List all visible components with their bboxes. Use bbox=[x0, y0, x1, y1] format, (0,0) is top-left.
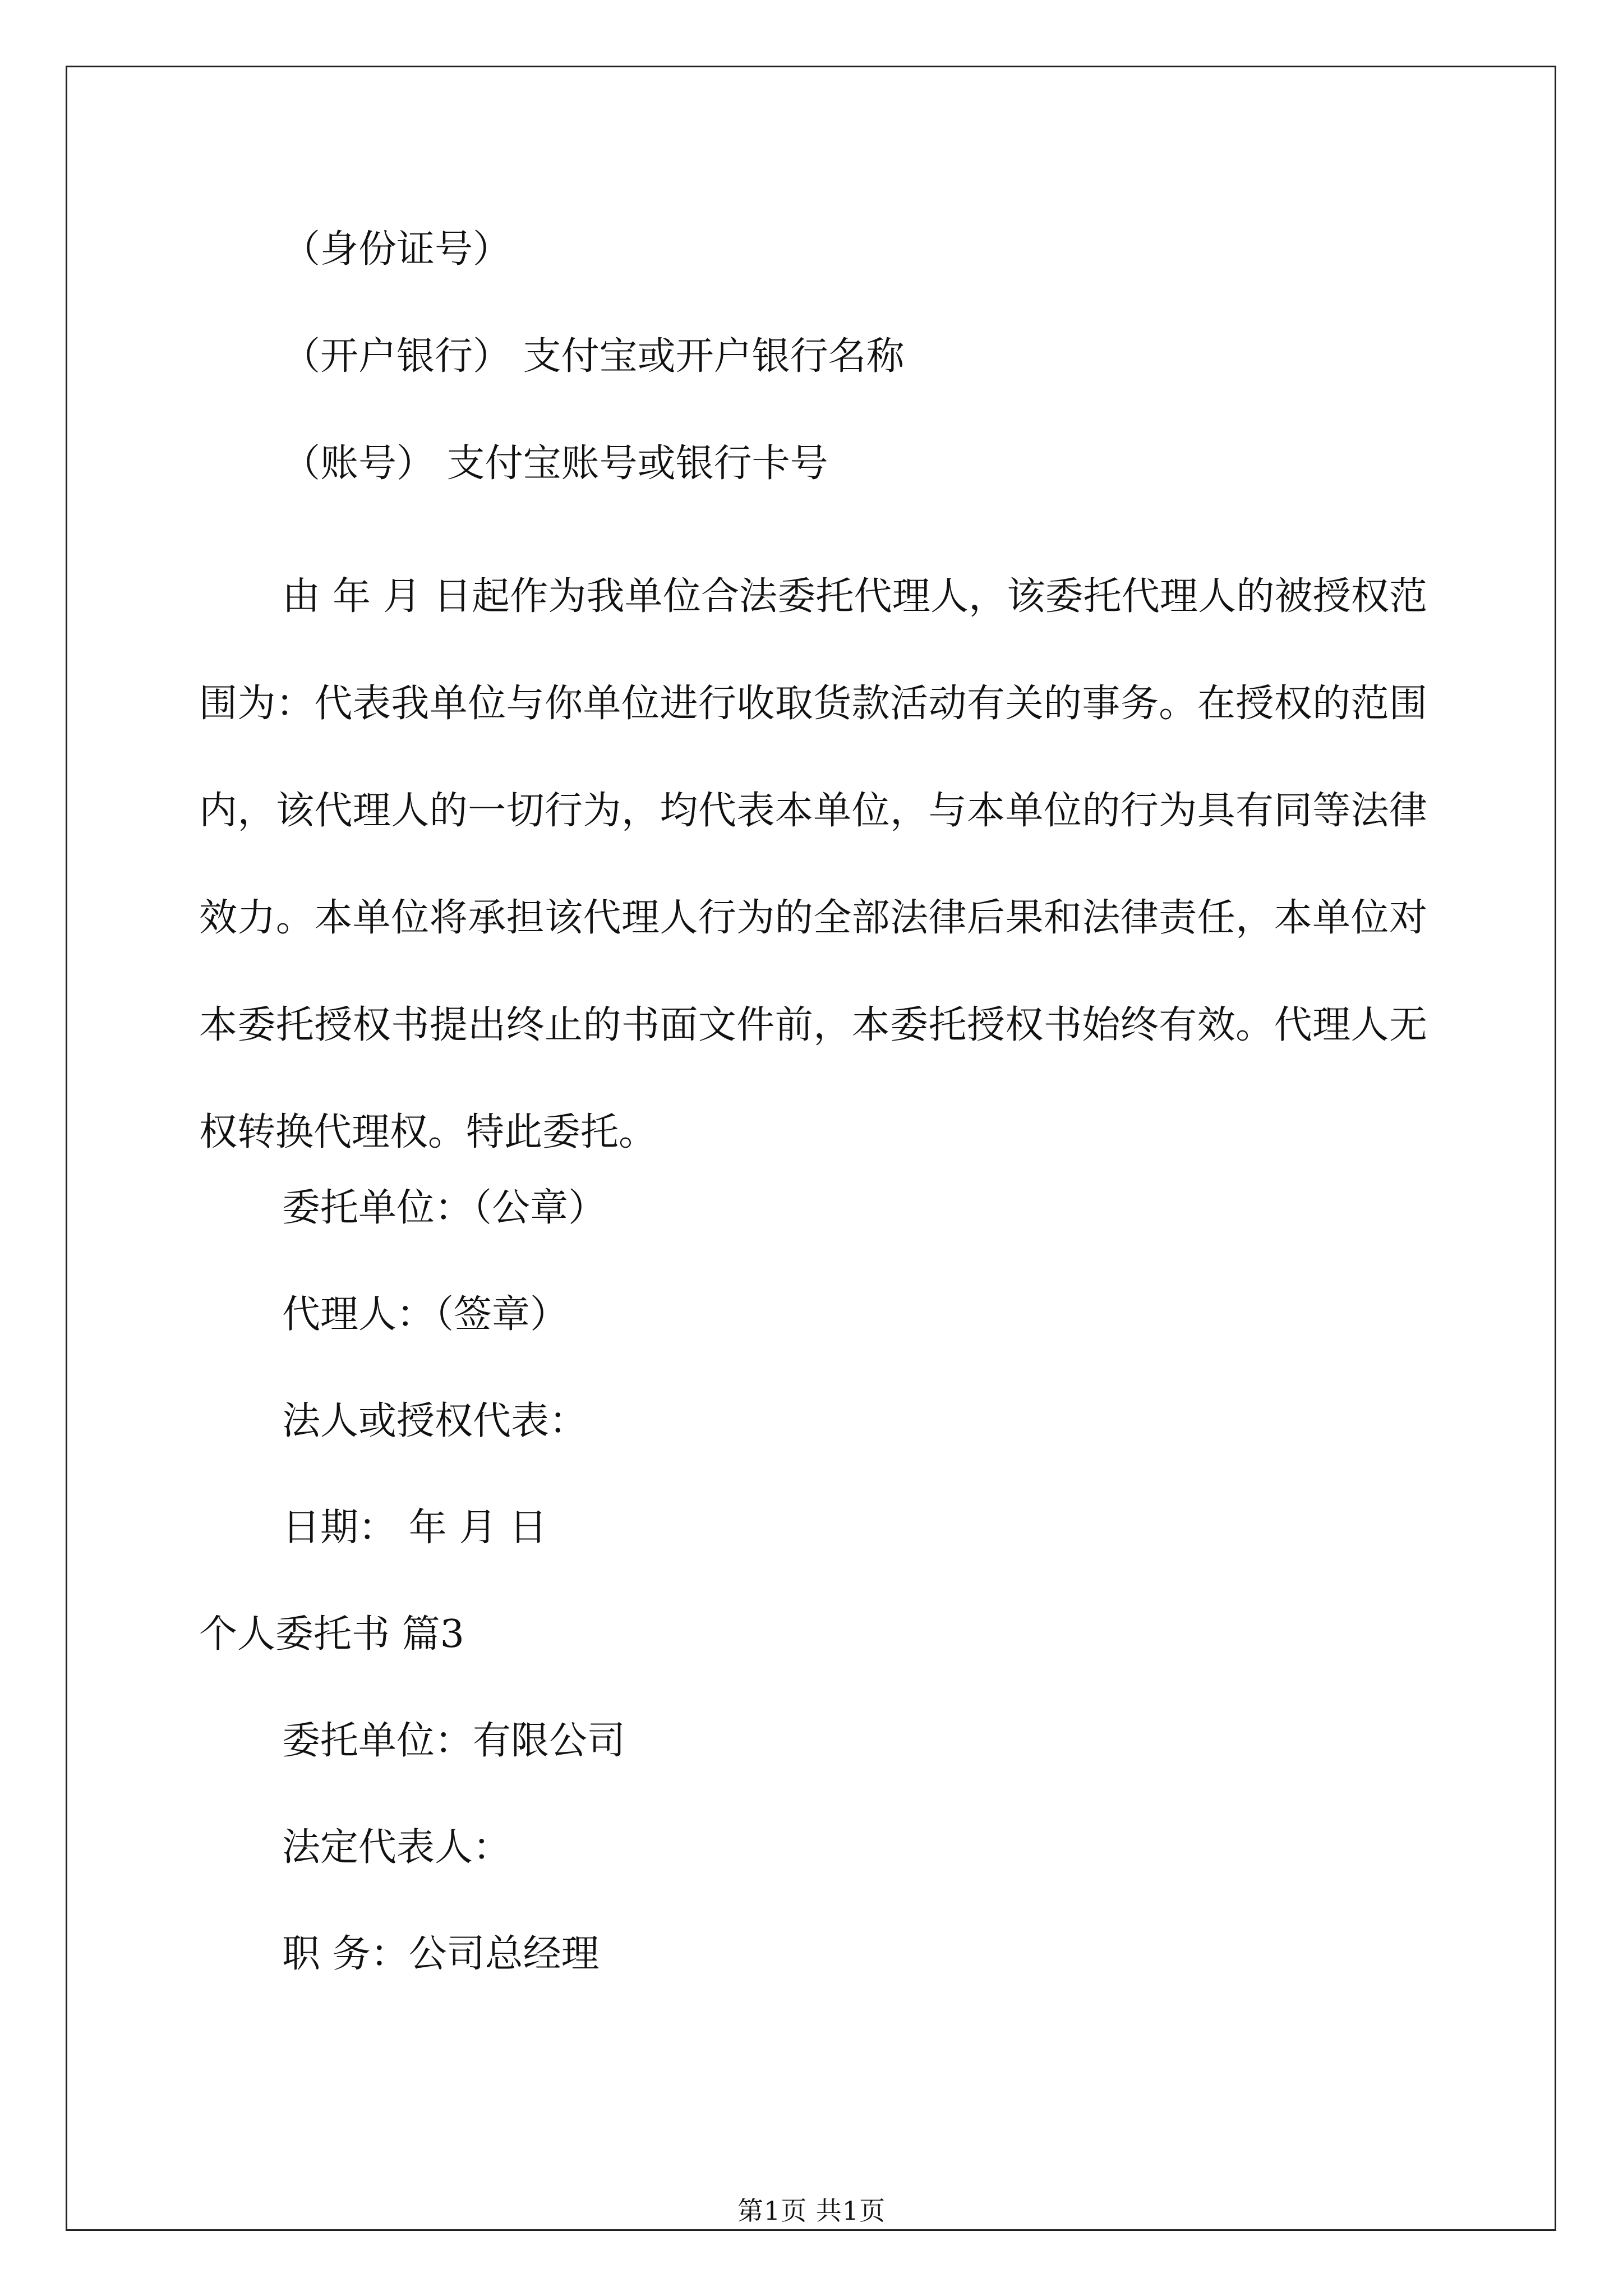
bank-line: （开户银行） 支付宝或开户银行名称 bbox=[282, 334, 905, 379]
legal-representative-line: 法定代表人： bbox=[282, 1825, 511, 1870]
date-line: 日期： 年 月 日 bbox=[282, 1506, 547, 1550]
page-footer: 第1页 共1页 bbox=[737, 2196, 886, 2226]
agent-line: 代理人：（签章） bbox=[282, 1292, 569, 1337]
position-line: 职 务：公司总经理 bbox=[282, 1932, 600, 1976]
legal-rep-line: 法人或授权代表： bbox=[282, 1399, 588, 1443]
id-number-line: （身份证号） bbox=[282, 227, 511, 272]
authorization-paragraph: 由 年 月 日起作为我单位合法委托代理人，该委托代理人的被授权范围为：代表我单位与你单位进行收取货款活动有关的事务。在授权的范围内，该代理人的一切行为，均代表本单位，与本单位的行为具有同等法律效力。本单位将承担该代理人行为的全部法律后果和法律责任，本单位对本委托授权书提出终止的书面文件前，本委托授权书始终有效。代理人无权转换代理权。特此委托。 bbox=[199, 574, 1427, 1154]
section-heading: 个人委托书 篇3 bbox=[199, 1612, 464, 1657]
client-unit-line: 委托单位：有限公司 bbox=[282, 1719, 626, 1763]
account-line: （账号） 支付宝账号或银行卡号 bbox=[282, 441, 828, 486]
principal-unit-line: 委托单位：（公章） bbox=[282, 1186, 607, 1230]
